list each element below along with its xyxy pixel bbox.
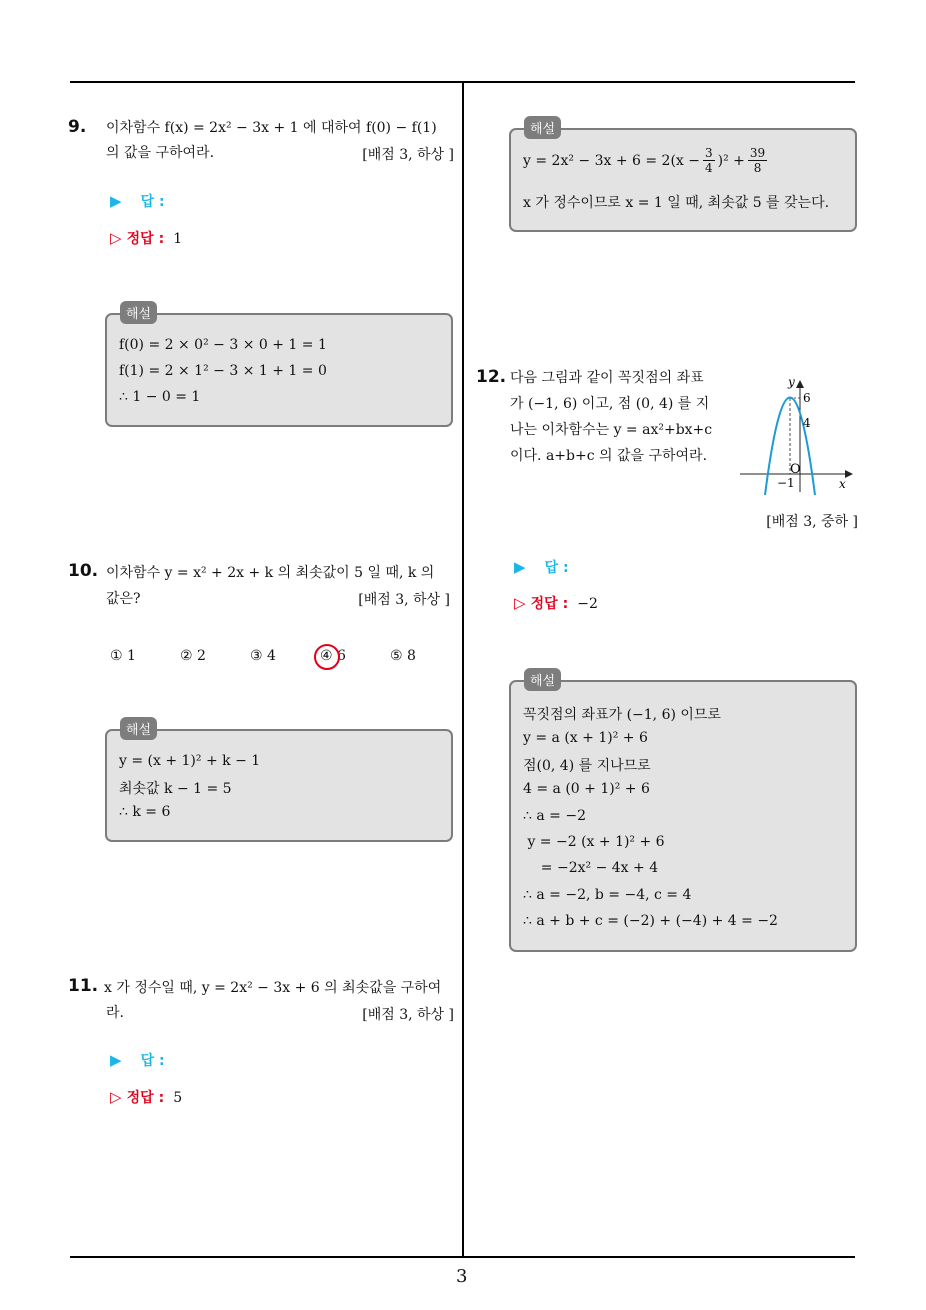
solution-line: ∴ k = 6 bbox=[119, 804, 171, 820]
q12-text-line1: 다음 그림과 같이 꼭짓점의 좌표 bbox=[510, 370, 704, 386]
q12-text-line3: 나는 이차함수는 y = ax²+bx+c bbox=[510, 422, 713, 438]
q9-correct-label: 정답 : bbox=[126, 231, 165, 247]
solution-line: f(1) = 2 × 1² − 3 × 1 + 1 = 0 bbox=[119, 363, 327, 379]
tick-label-4: 4 bbox=[803, 416, 811, 430]
q9-correct-value: 1 bbox=[173, 231, 183, 247]
q10-solution-tag: 해설 bbox=[120, 717, 157, 740]
q12-solution-tag: 해설 bbox=[524, 668, 561, 691]
choice-1[interactable]: ① 1 bbox=[110, 648, 136, 664]
q10-text-line2: 값은? bbox=[106, 591, 141, 607]
q9-text-line1: 이차함수 f(x) = 2x² − 3x + 1 에 대하여 f(0) − f(1) bbox=[106, 120, 437, 136]
solution-text: y = 2x² − 3x + 6 = 2(x − bbox=[523, 152, 701, 169]
fraction-3-4: $\frac{3}{4}$ bbox=[705, 146, 713, 175]
q9-answer-row bbox=[110, 191, 165, 211]
q12-answer-row bbox=[514, 557, 569, 577]
q10-number: 10. bbox=[68, 561, 99, 581]
q11-number: 11. bbox=[68, 976, 99, 996]
x-axis-arrow-icon bbox=[845, 470, 853, 478]
q11-solution-box bbox=[509, 128, 857, 232]
q11-answer-row bbox=[110, 1050, 165, 1070]
origin-label: O bbox=[790, 462, 801, 477]
page-number: 3 bbox=[456, 1266, 468, 1287]
solution-line: ∴ 1 − 0 = 1 bbox=[119, 389, 201, 405]
q9-correct-row bbox=[110, 228, 182, 248]
correct-arrow-icon: ▷ bbox=[110, 1088, 122, 1106]
q9-solution-tag: 해설 bbox=[120, 301, 157, 324]
y-axis-label: y bbox=[788, 375, 795, 389]
q12-correct-row bbox=[514, 593, 598, 613]
solution-text: )² + bbox=[717, 152, 745, 169]
q9-score-meta: [배점 3, 하상 ] bbox=[362, 147, 454, 163]
bottom-rule bbox=[70, 1256, 855, 1258]
choice-5[interactable]: ⑤ 8 bbox=[390, 648, 416, 664]
answer-arrow-icon: ▶ bbox=[110, 192, 122, 210]
q11-correct-value: 5 bbox=[173, 1090, 183, 1106]
solution-line: 꼭짓점의 좌표가 (−1, 6) 이므로 bbox=[523, 707, 721, 723]
answer-arrow-icon: ▶ bbox=[514, 558, 526, 576]
solution-line: f(0) = 2 × 0² − 3 × 0 + 1 = 1 bbox=[119, 337, 327, 353]
choice-2[interactable]: ② 2 bbox=[180, 648, 206, 664]
q11-correct-row bbox=[110, 1087, 182, 1107]
q9-solution-box bbox=[105, 313, 453, 427]
column-divider bbox=[462, 81, 464, 1258]
fraction-39-8: $\frac{39}{8}$ bbox=[749, 146, 766, 175]
q11-text-line1: x 가 정수일 때, y = 2x² − 3x + 6 의 최솟값을 구하여 bbox=[104, 980, 442, 996]
q11-answer-label: 답 : bbox=[140, 1053, 165, 1069]
q11-solution-line1 bbox=[523, 146, 770, 175]
solution-line: ∴ a = −2 bbox=[523, 808, 586, 824]
q12-answer-label: 답 : bbox=[544, 560, 569, 576]
q11-correct-label: 정답 : bbox=[126, 1090, 165, 1106]
solution-line: y = a (x + 1)² + 6 bbox=[523, 730, 648, 746]
q11-solution-line2: x 가 정수이므로 x = 1 일 때, 최솟값 5 를 갖는다. bbox=[523, 195, 830, 211]
x-axis-label: x bbox=[839, 477, 846, 491]
q9-number: 9. bbox=[68, 117, 87, 137]
solution-line: ∴ a = −2, b = −4, c = 4 bbox=[523, 887, 692, 903]
correct-arrow-icon: ▷ bbox=[110, 229, 122, 247]
q11-solution-tag: 해설 bbox=[524, 116, 561, 139]
solution-line: y = −2 (x + 1)² + 6 bbox=[523, 834, 665, 850]
q12-number: 12. bbox=[476, 367, 507, 387]
solution-line: y = (x + 1)² + k − 1 bbox=[119, 753, 261, 769]
tick-label-neg1: −1 bbox=[777, 476, 795, 490]
q12-solution-box bbox=[509, 680, 857, 952]
selected-choice-circle-icon bbox=[314, 644, 340, 670]
choice-3[interactable]: ③ 4 bbox=[250, 648, 276, 664]
q10-score-meta: [배점 3, 하상 ] bbox=[358, 592, 450, 608]
q12-text-line4: 이다. a+b+c 의 값을 구하여라. bbox=[510, 448, 708, 464]
solution-line: = −2x² − 4x + 4 bbox=[523, 860, 659, 876]
q12-correct-label: 정답 : bbox=[530, 596, 569, 612]
solution-line: 4 = a (0 + 1)² + 6 bbox=[523, 781, 650, 797]
q12-parabola-graph bbox=[735, 370, 855, 500]
solution-line: 점(0, 4) 를 지나므로 bbox=[523, 758, 651, 774]
tick-label-6: 6 bbox=[803, 391, 811, 405]
y-axis-arrow-icon bbox=[796, 380, 804, 388]
q9-answer-label: 답 : bbox=[140, 194, 165, 210]
solution-line: 최솟값 k − 1 = 5 bbox=[119, 781, 232, 797]
q11-text-line2: 라. bbox=[106, 1005, 124, 1021]
answer-arrow-icon: ▶ bbox=[110, 1051, 122, 1069]
correct-arrow-icon: ▷ bbox=[514, 594, 526, 612]
q12-correct-value: −2 bbox=[577, 596, 598, 612]
q10-text-line1: 이차함수 y = x² + 2x + k 의 최솟값이 5 일 때, k 의 bbox=[106, 565, 435, 581]
q9-text-line2: 의 값을 구하여라. bbox=[106, 145, 215, 161]
solution-line: ∴ a + b + c = (−2) + (−4) + 4 = −2 bbox=[523, 913, 778, 929]
choice-4[interactable]: ④ 6 bbox=[320, 648, 346, 664]
q12-text-line2: 가 (−1, 6) 이고, 점 (0, 4) 를 지 bbox=[510, 396, 710, 412]
q11-score-meta: [배점 3, 하상 ] bbox=[362, 1007, 454, 1023]
q12-score-meta: [배점 3, 중하 ] bbox=[766, 514, 858, 530]
q10-solution-box bbox=[105, 729, 453, 842]
